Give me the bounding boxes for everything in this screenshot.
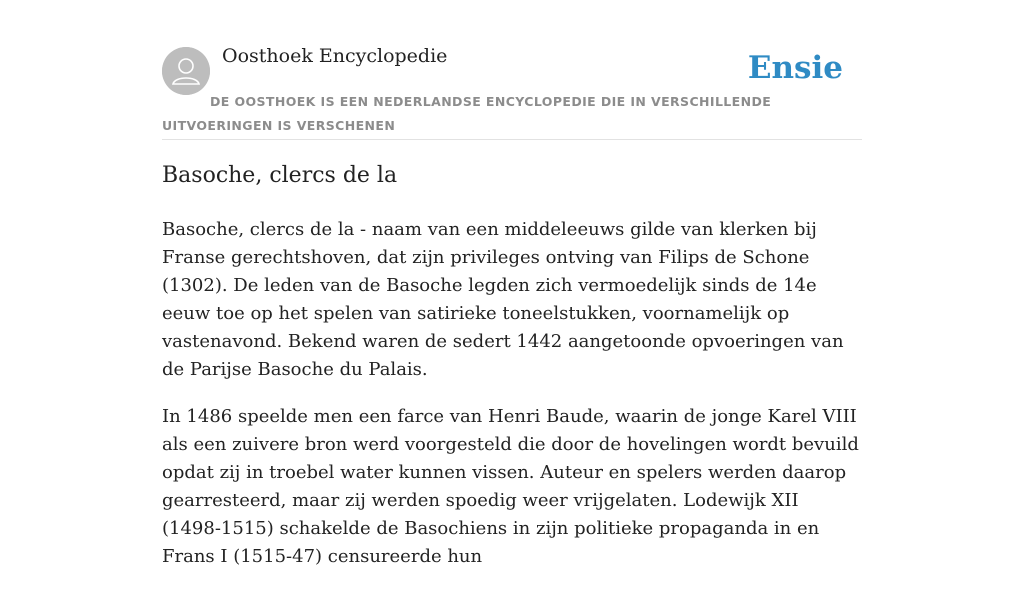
user-silhouette-icon[interactable] [162,47,210,95]
brand-logo[interactable]: Ensie [747,50,843,86]
article-paragraph: Basoche, clercs de la - naam van een middeleeuws gilde van klerken bij Franse gerechtshoven, dat zijn privileges ontving van Filips de Schone (1302). De leden van de Basoche legden zich vermoedelijk sinds de 14e eeuw toe op het spelen van satirieke toneelstukken, voornamelijk op vastenavond. Bekend waren de sedert 1442 aangetoonde opvoeringen van de Parijse Basoche du Palais. [162,219,844,380]
site-tagline: DE OOSTHOEK IS EEN NEDERLANDSE ENCYCLOPEDIE DIE IN VERSCHILLENDE UITVOERINGEN IS VERSCHENEN [162,94,772,133]
content-column [162,0,862,567]
article-body [162,216,862,590]
article-title: Basoche, clercs de la [162,163,398,188]
site-header [162,0,862,140]
article-paragraph: In 1486 speelde men een farce van Henri Baude, waarin de jonge Karel VIII als een zuivere bron werd voorgesteld die door de hovelingen wordt bevuild opdat zij in troebel water kunnen vissen. Auteur en spelers werden daarop gearresteerd, maar zij werden spoedig weer vrijgelaten. Lodewijk XII (1498-1515) schakelde de Basochiens in zijn politieke propaganda in en Frans I (1515-47) censureerde hun [162,406,859,567]
site-name[interactable]: Oosthoek Encyclopedie [222,45,448,67]
